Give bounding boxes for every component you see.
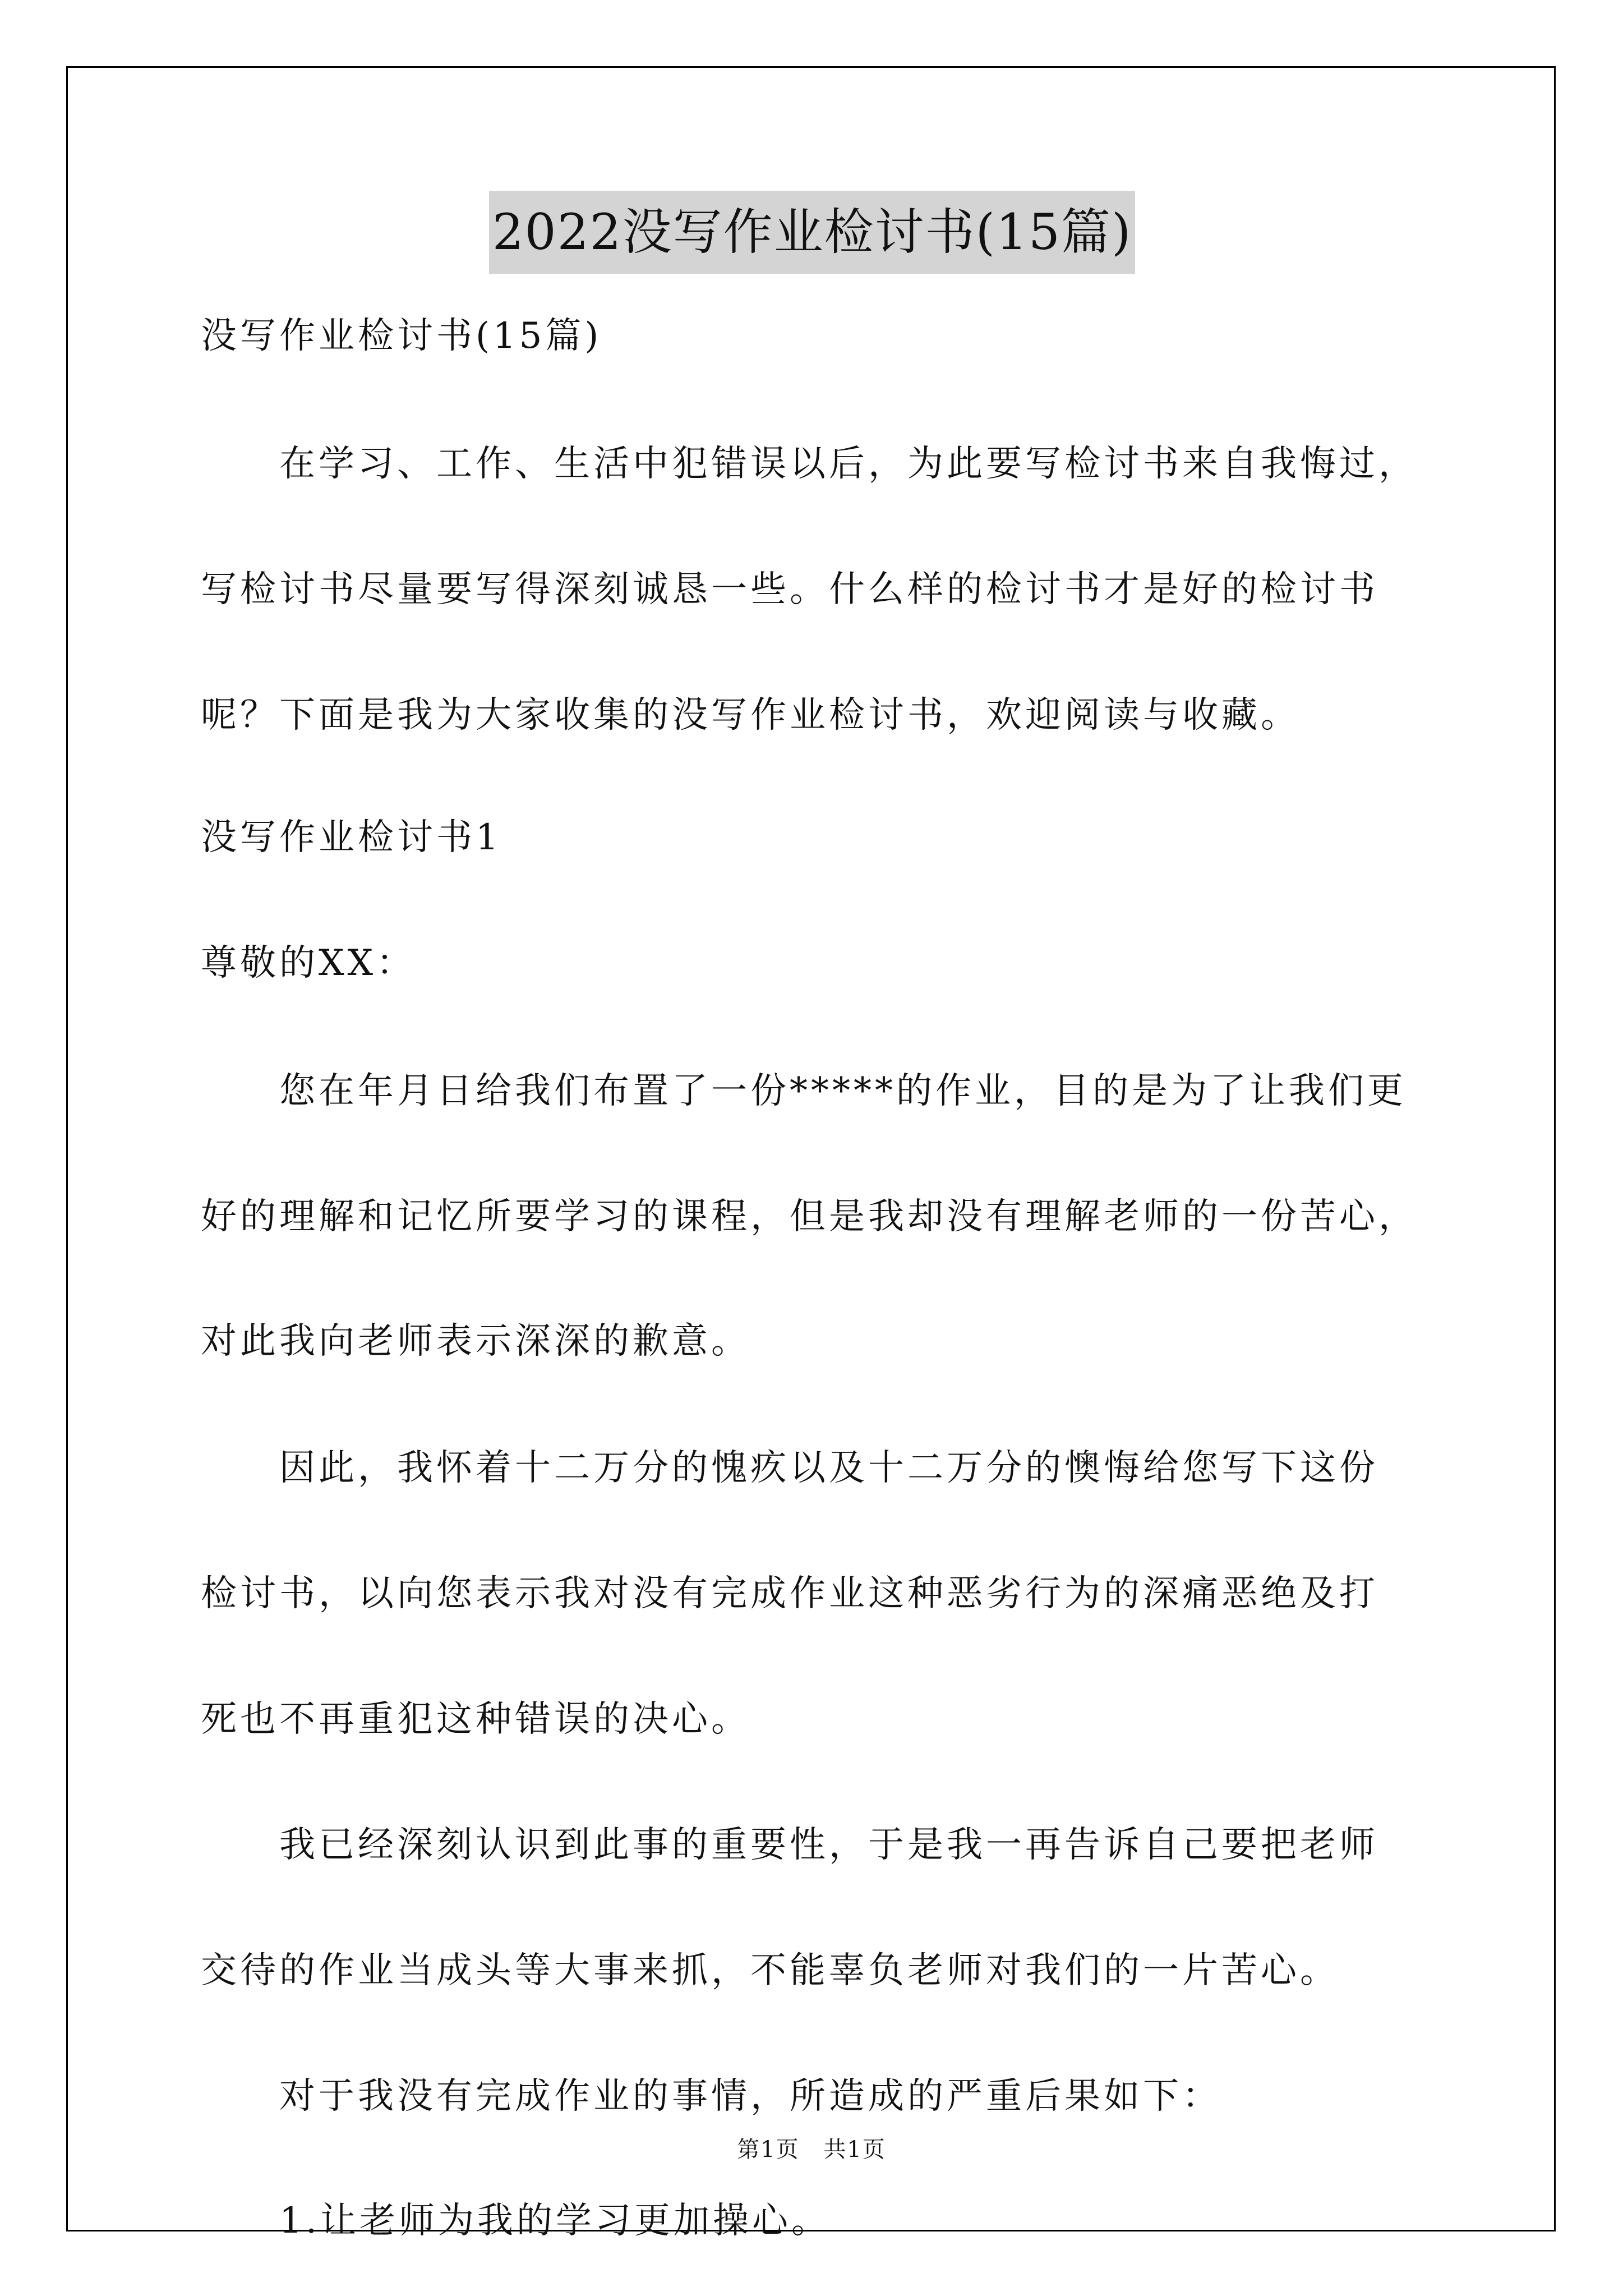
page-number: 第1页: [737, 2137, 800, 2162]
paragraph-line: 我已经深刻认识到此事的重要性，于是我一再告诉自己要把老师: [279, 1824, 1378, 1866]
paragraph-line: 写检讨书尽量要写得深刻诚恳一些。什么样的检讨书才是好的检讨书: [201, 569, 1378, 610]
title-container: [201, 191, 1423, 274]
section-heading: 没写作业检讨书1: [201, 817, 502, 858]
paragraph-line: 对于我没有完成作业的事情，所造成的严重后果如下：: [279, 2076, 1221, 2117]
paragraph-line: 您在年月日给我们布置了一份*****的作业，目的是为了让我们更: [279, 1070, 1407, 1112]
paragraph-line: 交待的作业当成头等大事来抓，不能辜负老师对我们的一片苦心。: [201, 1950, 1339, 1991]
paragraph-line: 呢？下面是我为大家收集的没写作业检讨书，欢迎阅读与收藏。: [201, 694, 1300, 736]
page-footer: [0, 2132, 1623, 2164]
document-title: 2022没写作业检讨书(15篇): [489, 191, 1136, 274]
paragraph-line: 在学习、工作、生活中犯错误以后，为此要写检讨书来自我悔过，: [279, 443, 1418, 485]
paragraph-line: 检讨书，以向您表示我对没有完成作业这种恶劣行为的深痛恶绝及打: [201, 1573, 1378, 1614]
paragraph-line: 对此我向老师表示深深的歉意。: [201, 1320, 750, 1362]
paragraph-line: 好的理解和记忆所要学习的课程，但是我却没有理解老师的一份苦心，: [201, 1196, 1418, 1237]
paragraph-line: 因此，我怀着十二万分的愧疚以及十二万分的懊悔给您写下这份: [279, 1447, 1378, 1489]
subtitle-line: 没写作业检讨书(15篇): [201, 315, 602, 357]
page-total: 共1页: [823, 2137, 886, 2162]
page-border: [66, 66, 1556, 2231]
salutation-line: 尊敬的XX：: [201, 942, 416, 984]
list-item: 1.让老师为我的学习更加操心。: [279, 2200, 831, 2242]
paragraph-line: 死也不再重犯这种错误的决心。: [201, 1699, 750, 1740]
